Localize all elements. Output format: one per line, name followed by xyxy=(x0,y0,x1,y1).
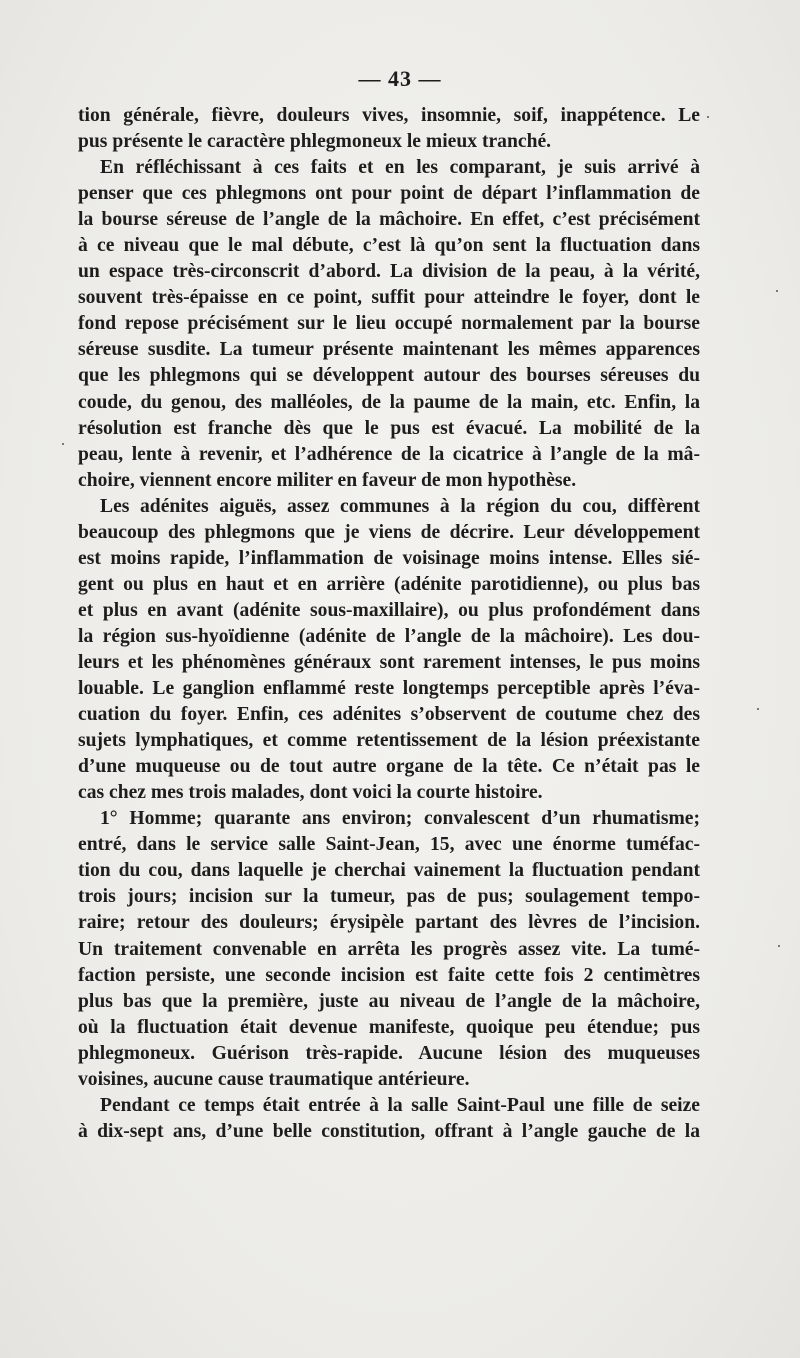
scan-speck xyxy=(776,290,778,292)
text-line: Pendant ce temps était entrée à la salle Saint-Paul une fille de seize xyxy=(100,1094,700,1116)
paragraph xyxy=(78,155,700,494)
text-line: penser que ces phlegmons ont pour point de départ l’inflammation de xyxy=(78,183,700,205)
scan-speck xyxy=(707,116,709,118)
text-line: voisines, aucune cause traumatique antérieure. xyxy=(78,1068,470,1090)
text-line: tion du cou, dans laquelle je cherchai vainement la fluctuation pendant xyxy=(78,860,700,882)
paragraph xyxy=(78,1093,700,1145)
text-line: la région sus-hyoïdienne (adénite de l’angle de la mâchoire). Les dou- xyxy=(78,625,700,647)
scan-speck xyxy=(778,945,780,947)
text-line: beaucoup des phlegmons que je viens de décrire. Leur développement xyxy=(78,521,700,543)
text-line: Les adénites aiguës, assez communes à la région du cou, diffèrent xyxy=(100,495,700,517)
text-line: séreuse susdite. La tumeur présente maintenant les mêmes apparences xyxy=(78,339,700,361)
text-line: fond repose précisément sur le lieu occupé normalement par la bourse xyxy=(78,313,700,335)
text-line: et plus en avant (adénite sous-maxillaire), ou plus profondément dans xyxy=(78,599,700,621)
text-line: un espace très-circonscrit d’abord. La division de la peau, à la vérité, xyxy=(78,261,700,283)
text-line: résolution est franche dès que le pus est évacué. La mobilité de la xyxy=(78,417,700,439)
text-line: souvent très-épaisse en ce point, suffit pour atteindre le foyer, dont le xyxy=(78,287,700,309)
scan-speck xyxy=(62,443,64,445)
text-line: est moins rapide, l’inflammation de voisinage moins intense. Elles sié- xyxy=(78,547,700,569)
body-text xyxy=(78,103,700,1145)
text-line: cuation du foyer. Enfin, ces adénites s’observent de coutume chez des xyxy=(78,704,700,726)
text-line: gent ou plus en haut et en arrière (adénite parotidienne), ou plus bas xyxy=(78,573,700,595)
page-number: — 43 — xyxy=(358,66,442,91)
text-line: entré, dans le service salle Saint-Jean, 15, avec une énorme tuméfac- xyxy=(78,834,700,856)
text-line: plus bas que la première, juste au niveau de l’angle de la mâchoire, xyxy=(78,990,700,1012)
text-line: peau, lente à revenir, et l’adhérence de la cicatrice à l’angle de la mâ- xyxy=(78,443,700,465)
text-line: que les phlegmons qui se développent autour des bourses séreuses du xyxy=(78,365,700,387)
text-line: raire; retour des douleurs; érysipèle partant des lèvres de l’incision. xyxy=(78,912,700,934)
text-line: Un traitement convenable en arrêta les progrès assez vite. La tumé- xyxy=(78,938,700,960)
text-line: d’une muqueuse ou de tout autre organe de la tête. Ce n’était pas le xyxy=(78,756,700,778)
text-line: à ce niveau que le mal débute, c’est là qu’on sent la fluctuation dans xyxy=(78,235,700,257)
text-line: coude, du genou, des malléoles, de la paume de la main, etc. Enfin, la xyxy=(78,391,700,413)
text-line: faction persiste, une seconde incision est faite cette fois 2 centimètres xyxy=(78,964,700,986)
text-line: à dix-sept ans, d’une belle constitution, offrant à l’angle gauche de la xyxy=(78,1120,700,1142)
paragraph xyxy=(78,103,700,155)
text-line: sujets lymphatiques, et comme retentissement de la lésion préexistante xyxy=(78,730,700,752)
text-line: choire, viennent encore militer en faveur de mon hypothèse. xyxy=(78,469,577,491)
text-line: louable. Le ganglion enflammé reste longtemps perceptible après l’éva- xyxy=(78,678,700,700)
paragraph xyxy=(78,494,700,807)
text-line: la bourse séreuse de l’angle de la mâchoire. En effet, c’est précisément xyxy=(78,209,700,231)
scan-speck xyxy=(757,708,759,710)
text-line: tion générale, fièvre, douleurs vives, insomnie, soif, inappétence. Le xyxy=(78,105,700,126)
text-line: trois jours; incision sur la tumeur, pas de pus; soulagement tempo- xyxy=(78,886,700,908)
text-line: 1° Homme; quarante ans environ; convalescent d’un rhumatisme; xyxy=(100,808,700,830)
paragraph xyxy=(78,806,700,1093)
text-line: cas chez mes trois malades, dont voici la courte histoire. xyxy=(78,782,543,804)
text-line: pus présente le caractère phlegmoneux le mieux tranché. xyxy=(78,131,552,153)
text-line: En réfléchissant à ces faits et en les comparant, je suis arrivé à xyxy=(100,157,700,179)
text-line: où la fluctuation était devenue manifeste, quoique peu étendue; pus xyxy=(78,1016,700,1038)
text-line: leurs et les phénomènes généraux sont rarement intenses, le pus moins xyxy=(78,651,700,673)
text-line: phlegmoneux. Guérison très-rapide. Aucune lésion des muqueuses xyxy=(78,1042,700,1064)
